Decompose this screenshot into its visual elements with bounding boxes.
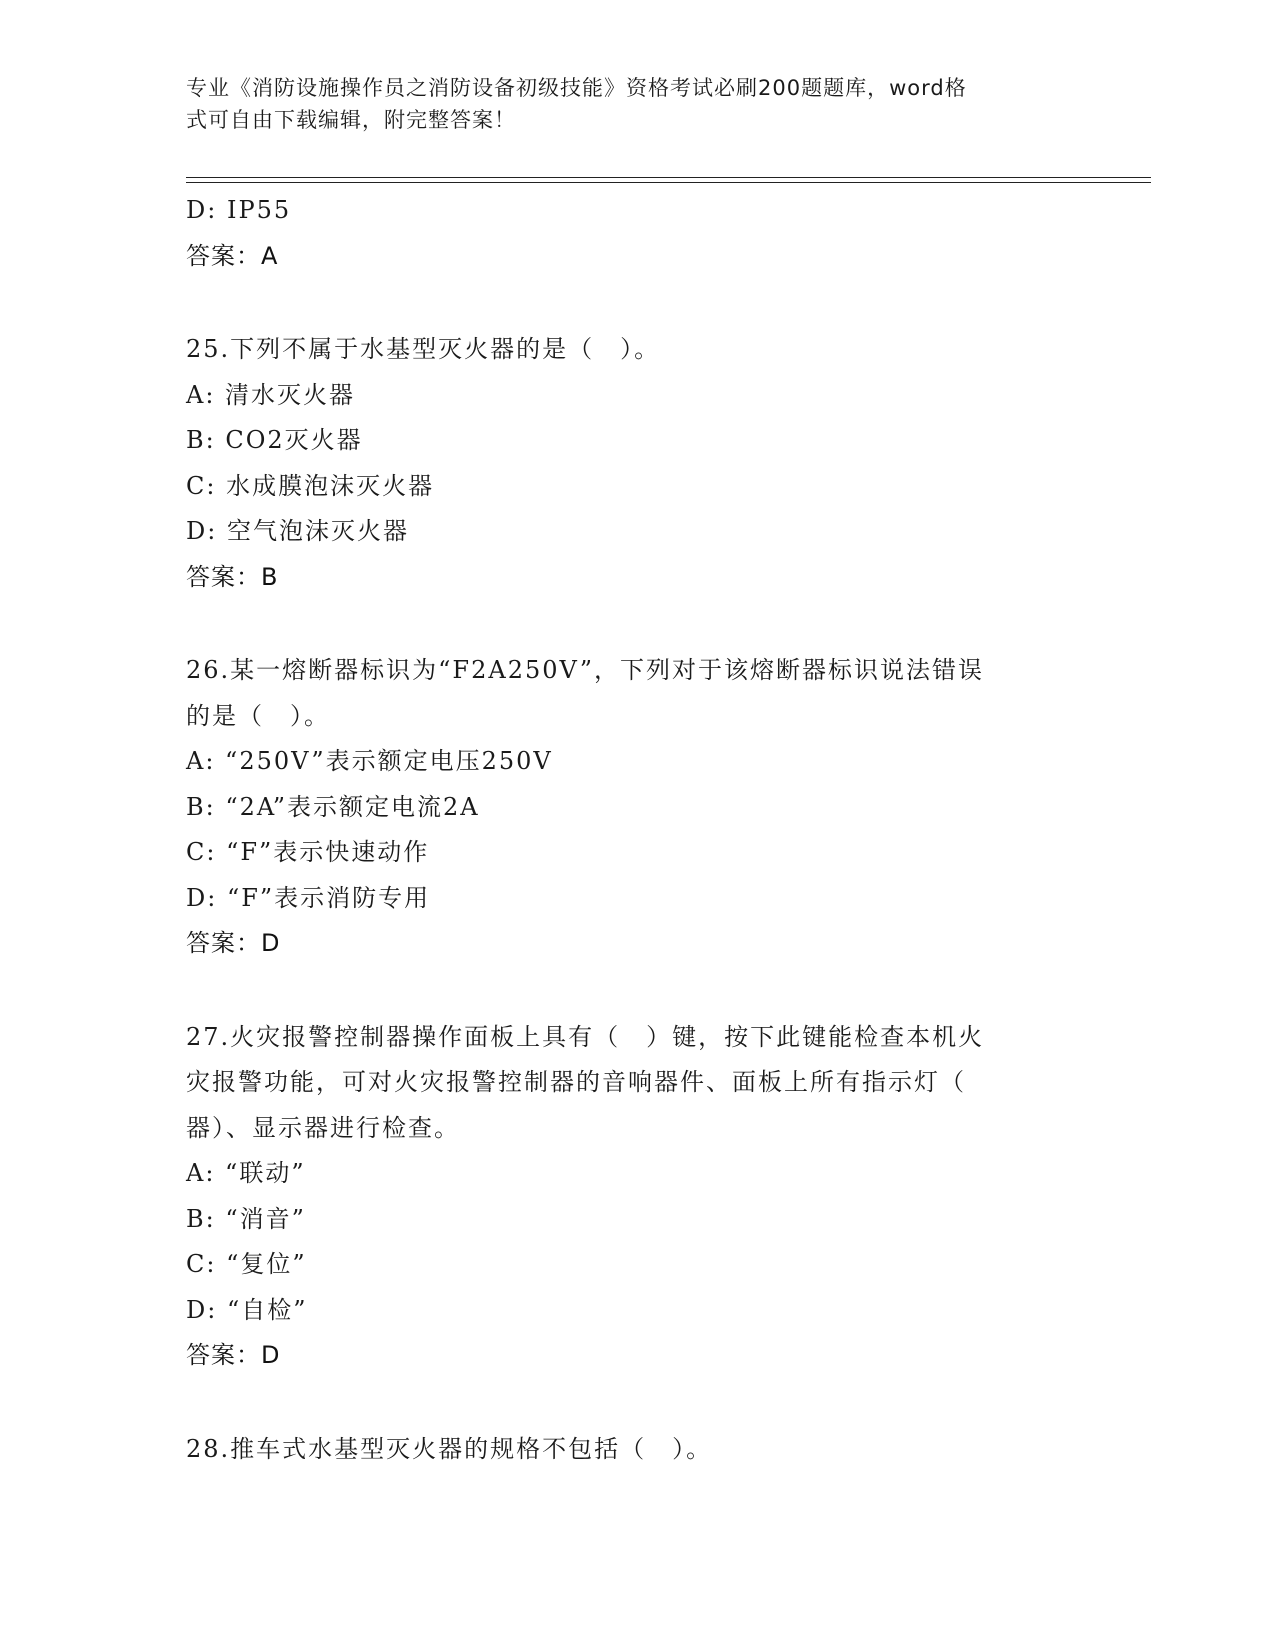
- question-stem-line-2: 的是（ ）。: [186, 701, 330, 730]
- answer-line: 答案：D: [186, 929, 281, 957]
- header-line-2: 式可自由下载编辑，附完整答案！: [186, 108, 516, 132]
- question-spacer: [186, 967, 1086, 1015]
- option-b: B: CO2灭火器: [186, 426, 363, 454]
- header-rule-bottom: [186, 182, 1151, 183]
- question-stem-line-2: 灾报警功能，可对火灾报警控制器的音响器件、面板上所有指示灯（: [186, 1068, 966, 1096]
- option-c: C: “复位”: [186, 1250, 307, 1278]
- question-stem-line-1: 26.某一熔断器标识为“F2A250V”，下列对于该熔断器标识说法错误: [186, 656, 984, 684]
- option-c: C: 水成膜泡沫灭火器: [186, 471, 435, 500]
- option-b: B: “消音”: [186, 1204, 306, 1233]
- document-header: [186, 72, 1066, 136]
- answer-line: 答案：B: [186, 562, 279, 591]
- question-26: [186, 648, 1086, 967]
- option-d: D: “自检”: [186, 1295, 308, 1324]
- option-a: A: “250V”表示额定电压250V: [186, 747, 553, 775]
- question-content: [186, 188, 1086, 1472]
- question-24-tail: [186, 188, 1086, 279]
- question-spacer: [186, 600, 1086, 648]
- option-a: A: 清水灭火器: [186, 380, 356, 409]
- header-rule-top: [186, 177, 1151, 178]
- option-b: B: “2A”表示额定电流2A: [186, 792, 480, 821]
- answer-line: 答案：D: [186, 1341, 281, 1369]
- question-spacer: [186, 1379, 1086, 1427]
- option-d: D: “F”表示消防专用: [186, 883, 431, 912]
- answer-line: 答案：A: [186, 241, 279, 270]
- question-spacer: [186, 279, 1086, 327]
- question-28: [186, 1427, 1086, 1473]
- option-d: D: 空气泡沫灭火器: [186, 517, 409, 545]
- question-25: [186, 327, 1086, 600]
- question-27: [186, 1015, 1086, 1379]
- question-stem: 25.下列不属于水基型灭火器的是（ ）。: [186, 335, 661, 363]
- option-d: D: IP55: [186, 196, 292, 224]
- option-a: A: “联动”: [186, 1159, 306, 1187]
- question-stem-line-3: 器）、显示器进行检查。: [186, 1113, 460, 1142]
- option-c: C: “F”表示快速动作: [186, 838, 430, 866]
- header-line-1: 专业《消防设施操作员之消防设备初级技能》资格考试必刷200题题库，word格: [186, 76, 967, 100]
- question-stem: 28.推车式水基型灭火器的规格不包括（ ）。: [186, 1434, 713, 1463]
- question-stem-line-1: 27.火灾报警控制器操作面板上具有（ ）键，按下此键能检查本机火: [186, 1022, 985, 1051]
